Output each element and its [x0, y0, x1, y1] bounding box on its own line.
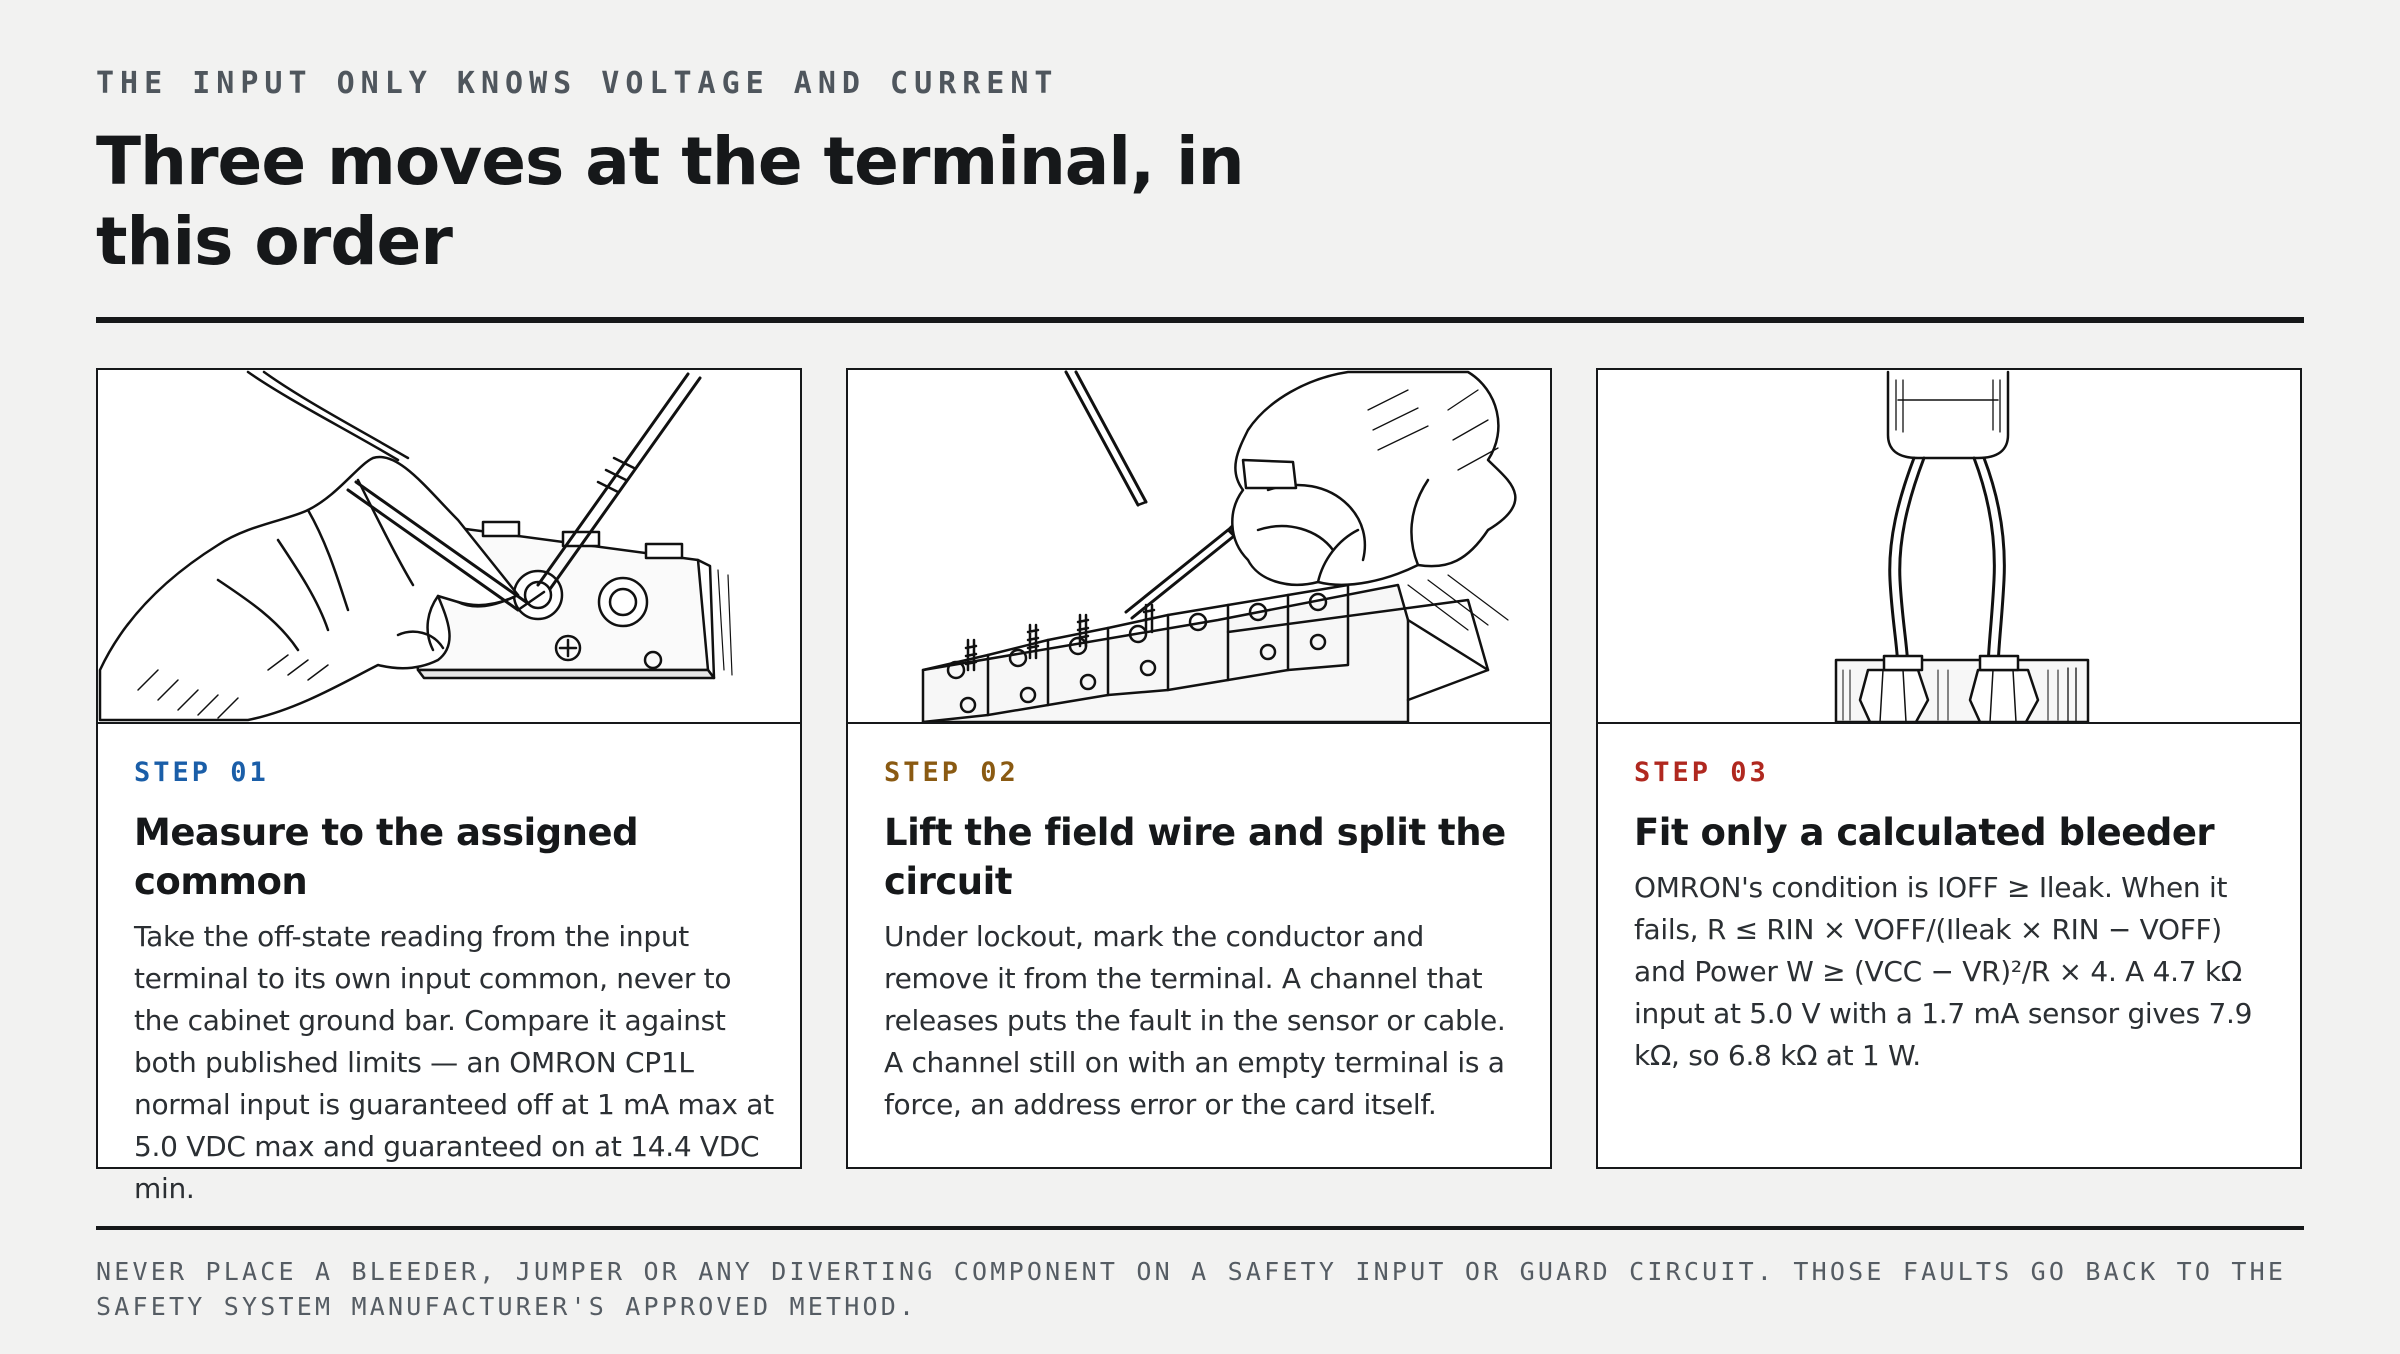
step-card-3: [1596, 368, 2302, 1169]
page-title: Three moves at the terminal, in this order: [96, 123, 1244, 280]
safety-warning: NEVER PLACE A BLEEDER, JUMPER OR ANY DIVERTING COMPONENT ON A SAFETY INPUT OR GUARD CIRCUIT. THOSE FAULTS GO BACK TO THE SAFETY SYSTEM MANUFACTURER'S APPROVED METHOD.: [96, 1257, 2287, 1321]
meter-probe-illustration: [98, 370, 800, 724]
step-title: Measure to the assigned common: [134, 811, 639, 903]
step-card-3-body: [1634, 756, 2274, 1077]
step-card-1-body: [134, 756, 774, 1210]
slide: [96, 0, 2304, 1354]
step-description: Take the off-state reading from the input terminal to its own input common, never to the cabinet ground bar. Compare it against both published limits — an OMRON CP1L normal input is guaranteed off at 1 mA max at 5.0 VDC max and guaranteed on at 14.4 VDC min.: [134, 920, 774, 1205]
kicker: THE INPUT ONLY KNOWS VOLTAGE AND CURRENT: [96, 66, 1059, 101]
step-description: Under lockout, mark the conductor and remove it from the terminal. A channel that releases puts the fault in the sensor or cable. A channel still on with an empty terminal is a force, an address error or the card itself.: [884, 920, 1506, 1121]
step-card-2: [846, 368, 1552, 1169]
bleeder-resistor-illustration: [1598, 370, 2300, 724]
step-description: OMRON's condition is IOFF ≥ Ileak. When it fails, R ≤ RIN × VOFF/(Ileak × RIN − VOFF) and Power W ≥ (VCC − VR)²/R × 4. A 4.7 kΩ input at 5.0 V with a 1.7 mA sensor gives 7.9 kΩ, so 6.8 kΩ at 1 W.: [1634, 871, 2253, 1072]
step-card-2-body: [884, 756, 1524, 1126]
steps-grid: [96, 368, 2304, 1205]
step-card-1: [96, 368, 802, 1205]
step-number: STEP 02: [884, 757, 1019, 788]
screwdriver-wire-illustration: [848, 370, 1550, 724]
header-divider: [96, 317, 2304, 323]
step-number: STEP 03: [1634, 757, 1769, 788]
step-title: Fit only a calculated bleeder: [1634, 811, 2215, 854]
step-number: STEP 01: [134, 757, 269, 788]
footer-divider: [96, 1226, 2304, 1230]
step-title: Lift the field wire and split the circuit: [884, 811, 1506, 903]
